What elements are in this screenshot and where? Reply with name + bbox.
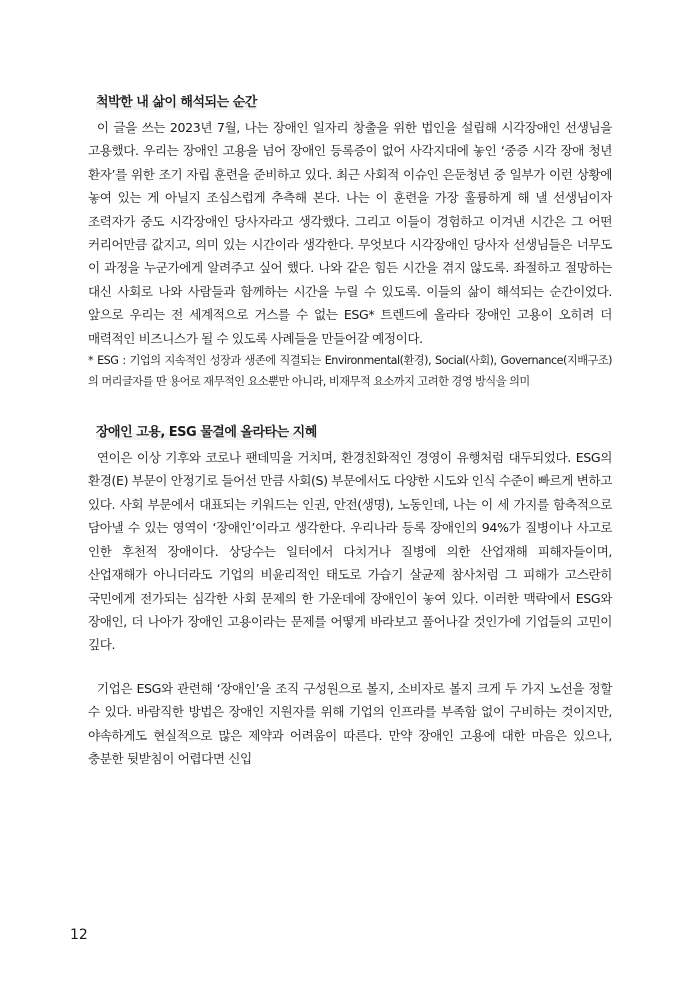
page-content [88, 92, 612, 770]
section-heading-text: 척박한 내 삶이 해석되는 순간 [96, 95, 257, 110]
body-paragraph: 이 글을 쓰는 2023년 7월, 나는 장애인 일자리 창출을 위한 법인을 설립해 시각장애인 선생님을 고용했다. 우리는 장애인 고용을 넘어 장애인 등록증이 없어 사각지대에 놓인 ‘중증 시각 장애 청년 환자’를 위한 조기 자립 훈련을 준비하고 있다. 최근 사회적 이슈인 은둔청년 중 일부가 이런 상황에 놓여 있는 게 아닐지 조심스럽게 추측해 본다. 나는 이 훈련을 가장 훌륭하게 해 낼 선생님이자 조력자가 중도 시각장애인 당사자라고 생각했다. 그리고 이들이 경험하고 이겨낸 시간은 그 어떤 커리어만큼 값지고, 의미 있는 시간이라 생각한다. 무엇보다 시각장애인 당사자 선생님들은 너무도 이 과정을 누군가에게 알려주고 싶어 했다. 나와 같은 힘든 시간을 겪지 않도록. 좌절하고 절망하는 대신 사회로 나와 사람들과 함께하는 시간을 누릴 수 있도록. 이들의 삶이 해석되는 순간이었다. 앞으로 우리는 전 세계적으로 거스를 수 없는 ESG* 트렌드에 올라타 장애인 고용이 오히려 더 매력적인 비즈니스가 될 수 있도록 사례들을 만들어갈 예정이다. [88, 120, 612, 346]
section-1 [88, 92, 612, 392]
body-paragraph: 연이은 이상 기후와 코로나 팬데믹을 거치며, 환경친화적인 경영이 유행처럼 대두되었다. ESG의 환경(E) 부문이 안정기로 들어선 만큼 사회(S) 부문에서도 다양한 시도와 인식 수준이 빠르게 변하고 있다. 사회 부문에서 대표되는 키워드는 인권, 안전(생명), 노동인데, 나는 이 세 가지를 함축적으로 담아낼 수 있는 영역이 ‘장애인’이라고 생각한다. 우리나라 등록 장애인의 94%가 질병이나 사고로 인한 후천적 장애이다. 상당수는 일터에서 다치거나 질병에 의한 산업재해 피해자들이며, 산업재해가 아니더라도 기업의 비윤리적인 태도로 가습기 살균제 참사처럼 그 피해가 고스란히 국민에게 전가되는 심각한 사회 문제의 한 가운데에 장애인이 놓여 있다. 이러한 맥락에서 ESG와 장애인, 더 나아가 장애인 고용이라는 문제를 어떻게 바라보고 풀어나갈 것인가에 기업들의 고민이 깊다. [88, 450, 612, 653]
section-heading [96, 422, 612, 444]
page-number: 12 [70, 927, 88, 943]
footnote: * ESG : 기업의 지속적인 성장과 생존에 직결되는 Environmental(환경), Social(사회), Governance(지배구조)의 머리글자를 딴 용어로 재무적인 요소뿐만 아니라, 비재무적 요소까지 고려한 경영 방식을 의미 [88, 354, 612, 389]
section-heading-text: 장애인 고용, ESG 물결에 올라타는 지혜 [96, 425, 317, 441]
section-heading [96, 92, 612, 114]
section-2 [88, 422, 612, 770]
body-paragraph: 기업은 ESG와 관련해 ‘장애인’을 조직 구성원으로 볼지, 소비자로 볼지 크게 두 가지 노선을 정할 수 있다. 바람직한 방법은 장애인 지원자를 위해 기업의 인프라를 부족함 없이 구비하는 것이지만, 야속하게도 현실적으로 많은 제약과 어려움이 따른다. 만약 장애인 고용에 대한 마음은 있으나, 충분한 뒷받침이 어렵다면 신입 [88, 680, 612, 766]
